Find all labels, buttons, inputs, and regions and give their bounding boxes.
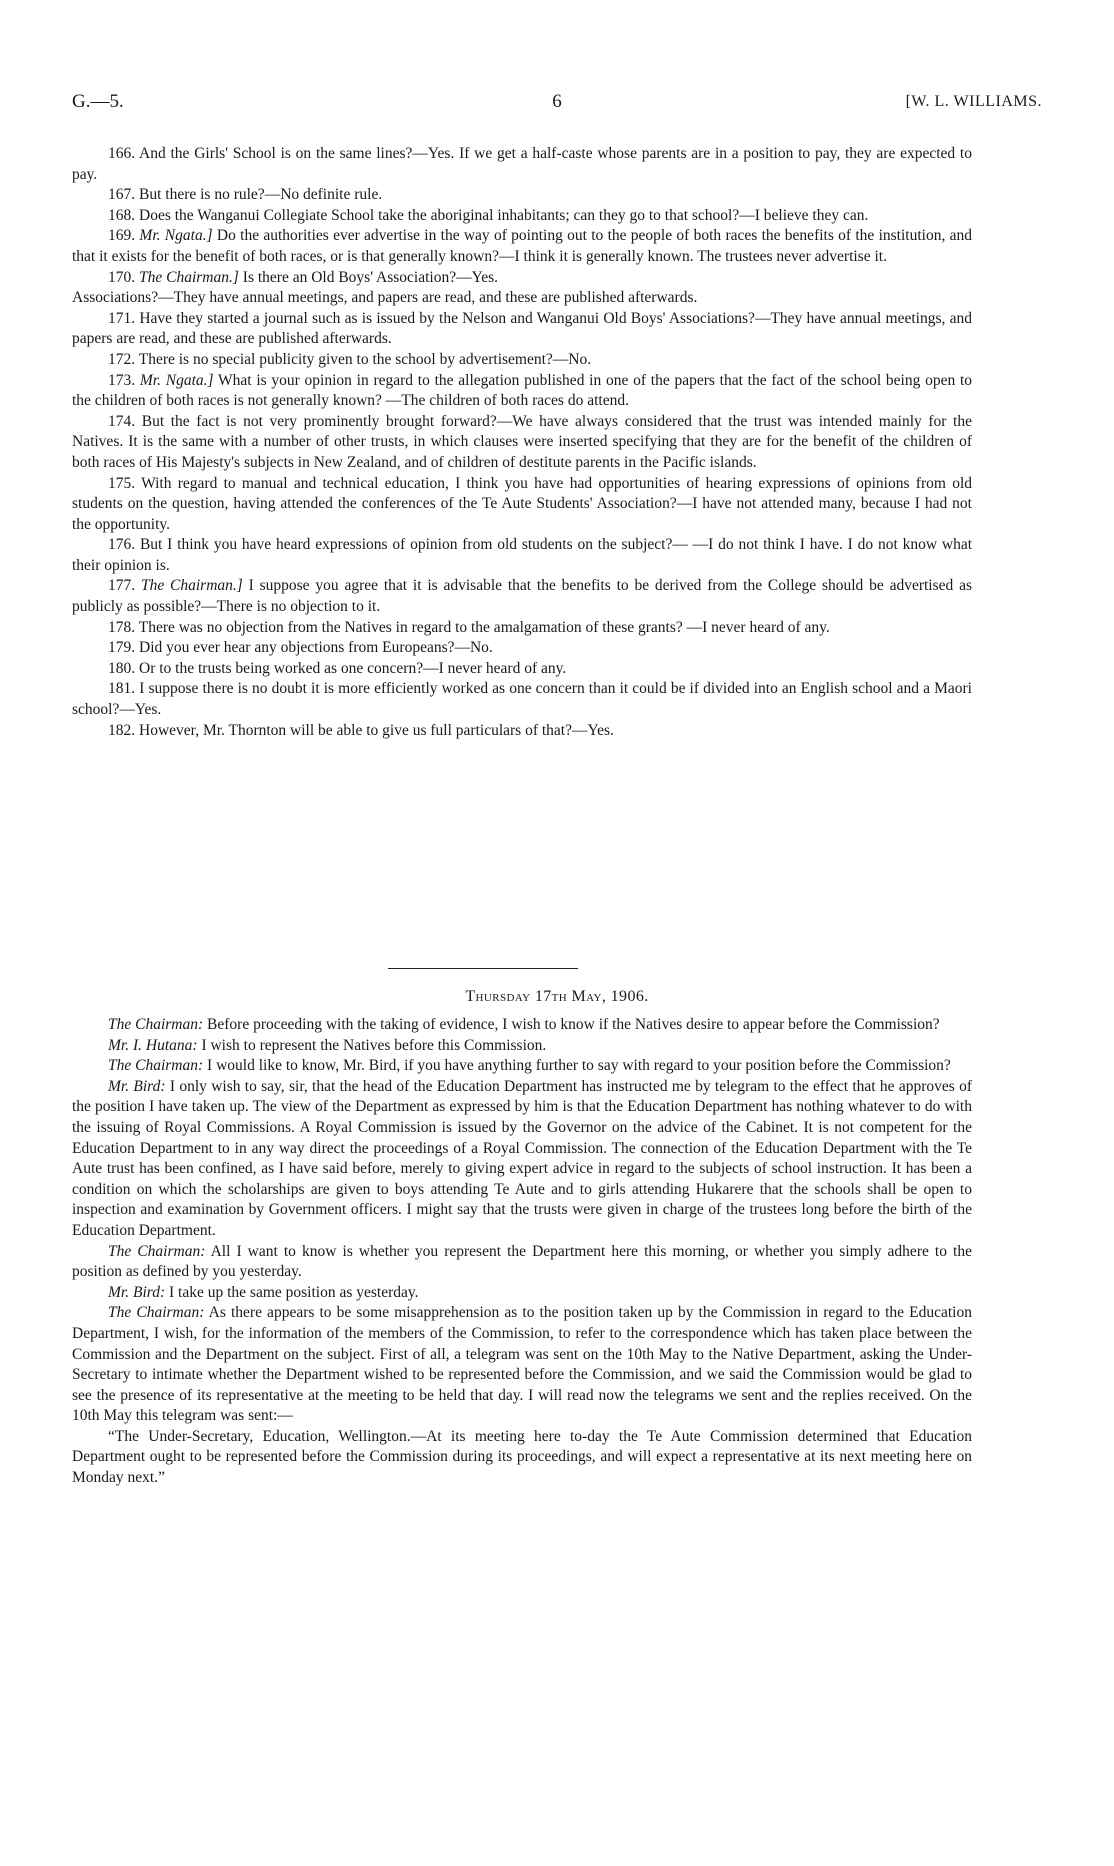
section-heading: Thursday 17th May, 1906. [465,988,649,1005]
speaker-name: Mr. I. Hutana: [108,1036,198,1054]
paragraph-text: As there appears to be some misapprehension as to the position taken up by the Commission in regard to the Education Department, I wish, for the information of the members of the Commission, to refer to the correspondence which has taken place between the Commission and the Department on the subject. First of all, a telegram was sent on the 10th May to the Native Department, asking the Under-Secretary to intimate whether the Department wished to be represented before the Commission, and we said the Commission would be glad to see the presence of its representative at the meeting to be held that day. I will read now the telegrams we sent and the replies received. On the 10th May this telegram was sent:— [72,1304,972,1425]
paragraph-text: Associations?—They have annual meetings, and papers are read, and these are published afterwards. [72,289,698,307]
speaker-name: The Chairman: [108,1016,204,1033]
witness-name: [W. L. WILLIAMS. [905,93,1042,110]
speaker-name: Mr. Bird: [108,1283,166,1301]
paragraph-text: 171. Have they started a journal such as is issued by the Nelson and Wanganui Old Boys' Associations?—They have annual meetings, and papers are read, and these are published afterwards. [72,309,972,348]
paragraph-text: “The Under-Secretary, Education, Wellington.—At its meeting here to-day the Te Aute Commission determined that Education Department ought to be represented before the Commission during its proceedings, and will expect a representative at its next meeting here on Monday next.” [72,1427,972,1487]
question-number: 177. [108,577,141,595]
paragraph-166 [72,144,972,185]
paragraph-176 [72,535,972,576]
evidence-block-top [72,144,972,741]
paragraph-text: 176. But I think you have heard expressions of opinion from old students on the subject?— —I do not think I have. I do not know what their opinion is. [72,536,972,574]
paragraph-text: I would like to know, Mr. Bird, if you have anything further to say with regard to your position before the Commission? [203,1057,951,1075]
question-number: 173. [108,371,140,389]
paragraph-173 [72,371,972,412]
evidence-block-bottom [72,1015,972,1489]
paragraph-text: 168. Does the Wanganui Collegiate School take the aboriginal inhabitants; can they go to that school?—I believe they can. [108,206,869,224]
statement-chairman-4 [72,1303,972,1427]
page-header [72,92,1042,118]
speaker-name: Mr. Bird: [108,1077,166,1095]
paragraph-text: I take up the same position as yesterday. [165,1283,419,1301]
paragraph-text: I suppose you agree that it is advisable that the benefits to be derived from the College should be advertised as publicly as possible?—There is no objection to it. [72,577,972,616]
statement-bird-1 [72,1077,972,1242]
speaker-name: Mr. Ngata.] [139,227,213,245]
paragraph-associations [72,288,972,309]
paragraph-text: 180. Or to the trusts being worked as one concern?—I never heard of any. [108,659,567,677]
paragraph-text: 174. But the fact is not very prominently brought forward?—We have always considered that the trust was intended mainly for the Natives. It is the same with a number of other trusts, in which clauses were inserted specifying that they are for the benefit of the children of both races of His Majesty's subjects in New Zealand, and of children of destitute parents in the Pacific islands. [72,412,972,471]
paragraph-text: What is your opinion in regard to the allegation published in one of the papers that the fact of the school being open to the children of both races is not generally known? —The children of both races do attend. [72,371,973,410]
paragraph-text: Do the authorities ever advertise in the way of pointing out to the people of both races the benefits of the institution, and that it exists for the benefit of both races, or is that generally known?—I think it is generally known. The trustees never advertise it. [72,227,973,265]
paragraph-text: 179. Did you ever hear any objections from Europeans?—No. [108,639,493,657]
paragraph-text: 167. But there is no rule?—No definite rule. [108,186,383,204]
paragraph-text: 181. I suppose there is no doubt it is more efficiently worked as one concern than it could be if divided into an English school and a Maori school?—Yes. [72,680,972,719]
paragraph-177 [72,576,972,617]
speaker-name: The Chairman: [108,1057,204,1075]
statement-chairman-3 [72,1242,972,1283]
statement-hutana [72,1036,972,1057]
paragraph-text: I wish to represent the Natives before this Commission. [197,1036,547,1054]
speaker-name: The Chairman: [108,1242,206,1260]
speaker-name: The Chairman.] [140,577,243,595]
paragraph-text: 166. And the Girls' School is on the same lines?—Yes. If we get a half-caste whose parents are in a position to pay, they are expected to pay. [72,145,972,183]
paragraph-167 [72,185,972,206]
speaker-name: Mr. Ngata.] [139,371,214,389]
section-divider [388,968,578,969]
speaker-name: The Chairman.] [139,268,239,286]
paragraph-170 [72,268,972,289]
paragraph-text: Before proceeding with the taking of evidence, I wish to know if the Natives desire to appear before the Commission? [203,1016,940,1033]
paragraph-text: 175. With regard to manual and technical education, I think you have had opportunities of hearing expressions of opinions from old students on the question, having attended the conferences of the Te Aute Students' Association?—I have not attended many, because I had not the opportunity. [72,474,972,533]
paragraph-178 [72,618,972,639]
quoted-telegram [72,1427,972,1489]
paragraph-text: All I want to know is whether you represent the Department here this morning, or whether you simply adhere to the position as defined by you yesterday. [72,1242,972,1281]
paragraph-text: I only wish to say, sir, that the head of the Education Department has instructed me by telegram to the effect that he approves of the position I have taken up. The view of the Department as expressed by him is that the Education Department has nothing whatever to do with the issuing of Royal Commissions. A Royal Commission is issued by the Governor on the advice of the Cabinet. It is not competent for the Education Department to in any way direct the proceedings of a Royal Commission. The connection of the Education Department with the Te Aute trust has been confined, as I have said before, merely to giving expert advice in regard to the subjects of school instruction. It has been a condition on which the scholarships are given to boys attending Te Aute and to girls attending Hukarere that the schools shall be open to inspection and examination by Government officers. I might say that the trusts were given in charge of the trustees long before the birth of the Education Department. [72,1077,972,1239]
paragraph-168 [72,206,972,227]
paragraph-175 [72,474,972,536]
question-number: 169. [108,227,140,245]
paragraph-174 [72,412,972,474]
speaker-name: The Chairman: [108,1304,205,1322]
page-number: 6 [552,91,562,112]
paragraph-180 [72,659,972,680]
paragraph-179 [72,638,972,659]
paragraph-182 [72,721,972,742]
question-number: 170. [108,268,139,286]
paper-reference: G.—5. [72,91,124,112]
statement-chairman-1 [72,1015,972,1036]
statement-bird-2 [72,1283,972,1304]
paragraph-181 [72,679,972,720]
statement-chairman-2 [72,1056,972,1077]
paragraph-172 [72,350,972,371]
paragraph-text: Is there an Old Boys' Association?—Yes. [238,268,499,286]
paragraph-text: 172. There is no special publicity given to the school by advertisement?—No. [108,350,592,368]
paragraph-169 [72,226,972,267]
paragraph-text: 178. There was no objection from the Natives in regard to the amalgamation of these grants? —I never heard of any. [108,618,830,636]
paragraph-171 [72,309,972,350]
paragraph-text: 182. However, Mr. Thornton will be able to give us full particulars of that?—Yes. [108,721,614,739]
